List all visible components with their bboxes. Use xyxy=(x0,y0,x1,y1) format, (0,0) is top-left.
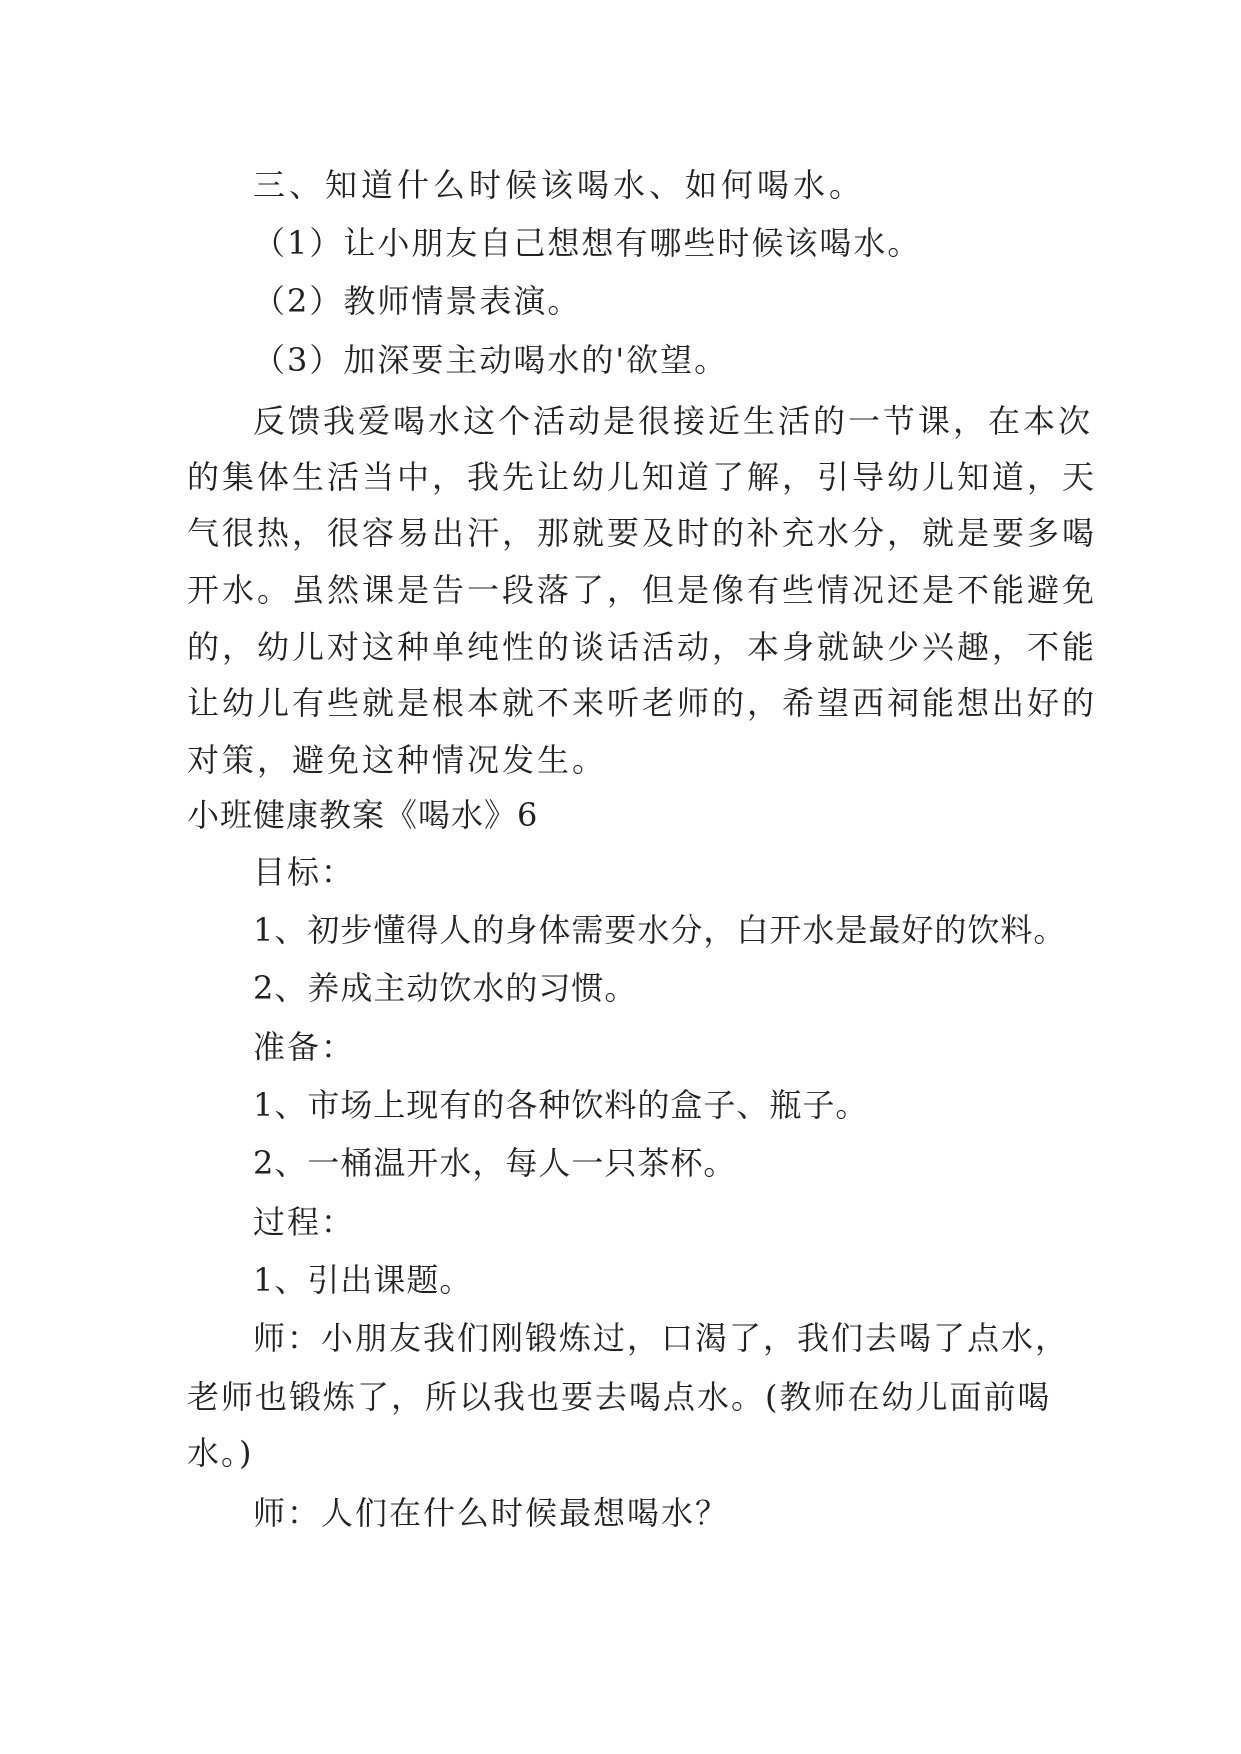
list-item: （2）教师情景表演。 xyxy=(253,282,582,320)
paragraph-line: 对策，避免这种情况发生。 xyxy=(187,741,608,779)
list-item: 1、市场上现有的各种饮料的盒子、瓶子。 xyxy=(253,1086,869,1124)
document-title: 小班健康教案《喝水》6 xyxy=(187,796,539,834)
subheading: 准备： xyxy=(253,1028,356,1066)
paragraph-line: 师：人们在什么时候最想喝水？ xyxy=(253,1494,730,1532)
subheading: 目标： xyxy=(253,853,356,891)
list-item: 1、引出课题。 xyxy=(253,1261,473,1299)
list-item: 2、一桶温开水，每人一只茶杯。 xyxy=(253,1144,737,1182)
paragraph-line: 让幼儿有些就是根本就不来听老师的，希望西祠能想出好的 xyxy=(187,684,1098,722)
paragraph-line: 师：小朋友我们刚锻炼过，口渴了，我们去喝了点水， xyxy=(253,1319,1070,1357)
section-heading: 三、知道什么时候该喝水、如何喝水。 xyxy=(253,166,866,204)
paragraph-line: 水。) xyxy=(187,1434,254,1472)
paragraph-line: 气很热，很容易出汗，那就要及时的补充水分，就是要多喝 xyxy=(187,514,1098,552)
paragraph-line: 反馈我爱喝水这个活动是很接近生活的一节课，在本次 xyxy=(253,402,1094,440)
paragraph-line: 老师也锻炼了，所以我也要去喝点水。(教师在幼儿面前喝 xyxy=(187,1378,1052,1416)
list-item: （3）加深要主动喝水的'欲望。 xyxy=(253,341,729,379)
paragraph-line: 开水。虽然课是告一段落了，但是像有些情况还是不能避免 xyxy=(187,571,1098,609)
list-item: 2、养成主动饮水的习惯。 xyxy=(253,969,638,1007)
paragraph-line: 的，幼儿对这种单纯性的谈话活动，本身就缺少兴趣，不能 xyxy=(187,628,1098,666)
list-item: （1）让小朋友自己想想有哪些时候该喝水。 xyxy=(253,224,922,262)
subheading: 过程： xyxy=(253,1203,356,1241)
paragraph-line: 的集体生活当中，我先让幼儿知道了解，引导幼儿知道，天 xyxy=(187,458,1098,496)
list-item: 1、初步懂得人的身体需要水分，白开水是最好的饮料。 xyxy=(253,911,1067,949)
